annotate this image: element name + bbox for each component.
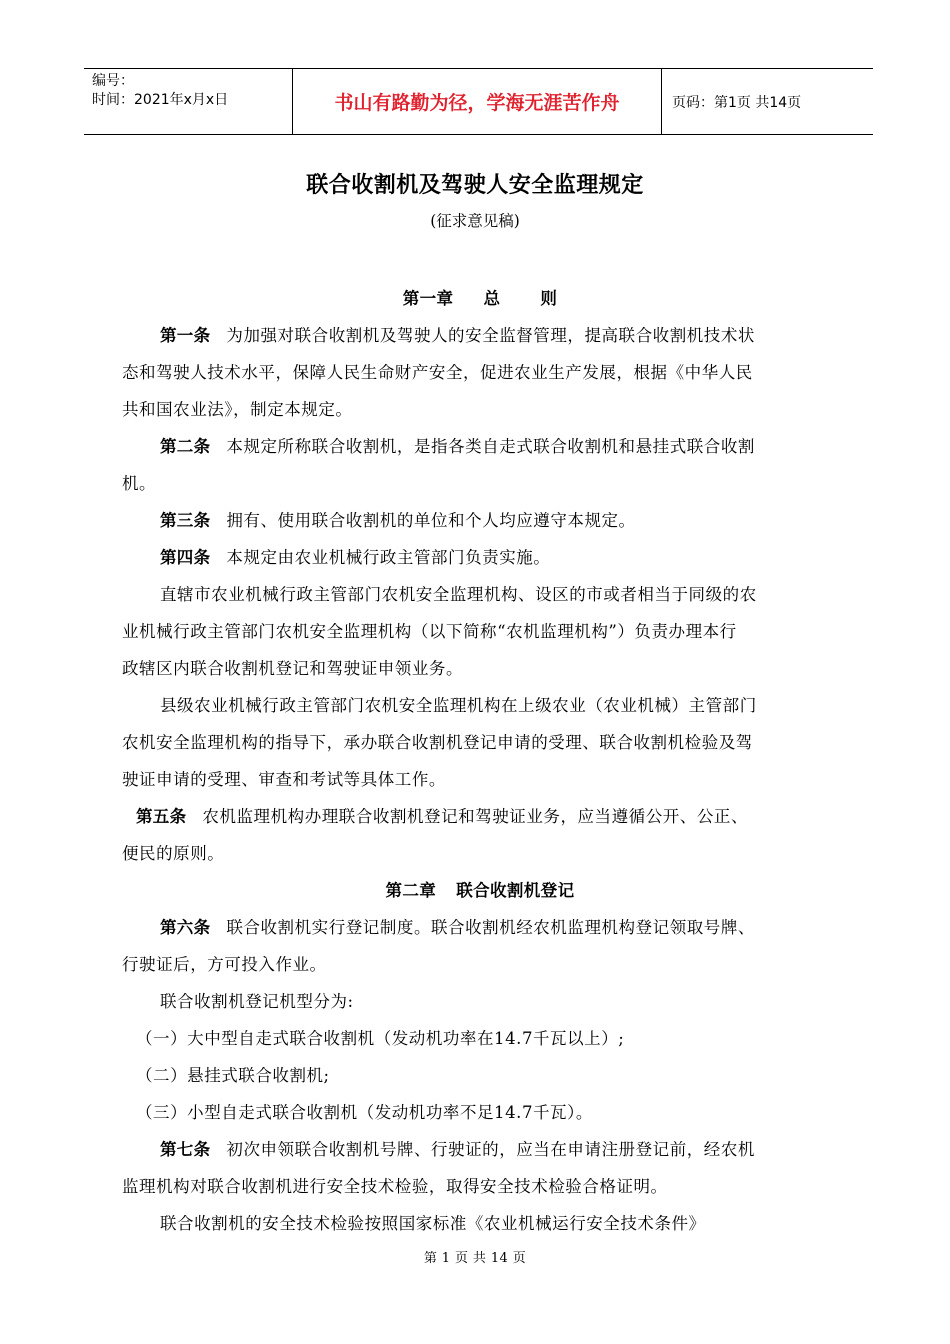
- article-line: [122, 798, 838, 835]
- chapter-heading: [122, 280, 838, 317]
- paragraph-line: 联合收割机登记机型分为:: [160, 992, 354, 1011]
- article-label: 第六条: [160, 918, 211, 937]
- article-text: 初次申领联合收割机号牌、行驶证的，应当在申请注册登记前，经农机: [226, 1140, 755, 1159]
- article-line: 监理机构对联合收割机进行安全技术检验，取得安全技术检验合格证明。: [122, 1177, 668, 1196]
- article-line: 态和驾驶人技术水平，保障人民生命财产安全，促进农业生产发展，根据《中华人民: [122, 363, 753, 382]
- article-label: 第三条: [160, 511, 211, 530]
- list-item: （二）悬挂式联合收割机;: [136, 1066, 330, 1085]
- header-motto: 书山有路勤为径，学海无涯苦作舟: [293, 69, 662, 135]
- document-body: [122, 280, 838, 1242]
- chapter-name-part: 则: [540, 289, 558, 308]
- article-label: 第五条: [136, 807, 187, 826]
- page-footer: 第 1 页 共 14 页: [423, 1251, 527, 1266]
- article-line: [122, 539, 838, 576]
- chapter-name: 联合收割机登记: [456, 881, 575, 900]
- article-line: [122, 1131, 838, 1168]
- article-label: 第四条: [160, 548, 211, 567]
- article-line: [122, 428, 838, 465]
- article-line: 行驶证后，方可投入作业。: [122, 955, 327, 974]
- article-text: 本规定由农业机械行政主管部门负责实施。: [226, 548, 551, 567]
- chapter-prefix: 第二章: [385, 881, 437, 900]
- article-text: 联合收割机实行登记制度。联合收割机经农机监理机构登记领取号牌、: [226, 918, 755, 937]
- header-page-number: 页码：第1页 共14页: [662, 69, 874, 135]
- article-line: 机。: [122, 474, 157, 493]
- document-title: 联合收割机及驾驶人安全监理规定: [306, 173, 644, 198]
- list-item: （一）大中型自走式联合收割机（发动机功率在14.7千瓦以上）;: [136, 1029, 625, 1048]
- paragraph-line: 业机械行政主管部门农机安全监理机构（以下简称“农机监理机构”）负责办理本行: [122, 622, 737, 641]
- chapter-name-part: 总: [483, 289, 501, 308]
- article-label: 第七条: [160, 1140, 211, 1159]
- article-line: 便民的原则。: [122, 844, 225, 863]
- paragraph-line: 政辖区内联合收割机登记和驾驶证申领业务。: [122, 659, 463, 678]
- header-table: [84, 68, 873, 135]
- article-line: [122, 317, 838, 354]
- article-line: [122, 502, 838, 539]
- article-text: 拥有、使用联合收割机的单位和个人均应遵守本规定。: [226, 511, 636, 530]
- article-text: 为加强对联合收割机及驾驶人的安全监督管理，提高联合收割机技术状: [226, 326, 755, 345]
- article-line: [122, 909, 838, 946]
- paragraph-line: 驶证申请的受理、审查和考试等具体工作。: [122, 770, 446, 789]
- header-meta-cell: [84, 69, 293, 135]
- document-code: 编号：: [92, 73, 134, 89]
- document-subtitle: (征求意见稿): [430, 212, 520, 230]
- article-label: 第二条: [160, 437, 211, 456]
- article-label: 第一条: [160, 326, 211, 345]
- chapter-prefix: 第一章: [402, 289, 454, 308]
- paragraph-line: 直辖市农业机械行政主管部门农机安全监理机构、设区的市或者相当于同级的农: [160, 585, 757, 604]
- chapter-heading: [122, 872, 838, 909]
- paragraph-line: 联合收割机的安全技术检验按照国家标准《农业机械运行安全技术条件》: [160, 1214, 706, 1233]
- paragraph-line: 县级农业机械行政主管部门农机安全监理机构在上级农业（农业机械）主管部门: [160, 696, 757, 715]
- list-item: （三）小型自走式联合收割机（发动机功率不足14.7千瓦）。: [136, 1103, 593, 1122]
- article-text: 农机监理机构办理联合收割机登记和驾驶证业务，应当遵循公开、公正、: [202, 807, 749, 826]
- paragraph-line: 农机安全监理机构的指导下，承办联合收割机登记申请的受理、联合收割机检验及驾: [122, 733, 753, 752]
- document-time: 时间：2021年x月x日: [92, 92, 229, 108]
- article-text: 本规定所称联合收割机，是指各类自走式联合收割机和悬挂式联合收割: [226, 437, 755, 456]
- article-line: 共和国农业法》，制定本规定。: [122, 400, 353, 419]
